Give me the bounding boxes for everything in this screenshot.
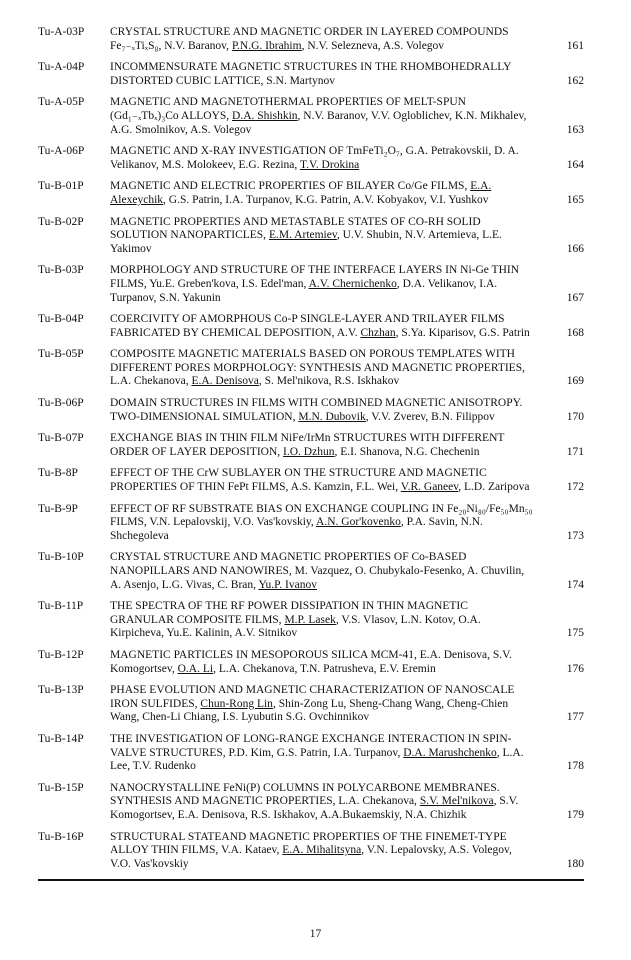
entry-text: STRUCTURAL STATEAND MAGNETIC PROPERTIES OF THE FINEMET-TYPE ALLOY THIN FILMS, V.A. Kataev, E.A. Mihalitsyna, V.N. Lepalovsky, A.S. Volegov, V.O. Vas'kovskiy <box>110 830 512 870</box>
entry-text: NANOCRYSTALLINE FeNi(P) COLUMNS IN POLYCARBONE MEMBRANES. SYNTHESIS AND MAGNETIC PROPERTIES, L.A. Chekanova, S.V. Mel'nikova, S.V. Komogortsev, E.A. Denisova, R.S. Iskhakov, A.A.Bukaemskiy, N.A. Chizhik <box>110 781 519 821</box>
entry-code: Tu-B-11P <box>38 600 84 613</box>
entry-text: MAGNETIC AND X-RAY INVESTIGATION OF TmFeTi₂O₇, G.A. Petrakovskii, D. A. Velikanov, M.S. Molokeev, E.G. Rezina, T.V. Drokina <box>110 145 519 171</box>
entry-page: 180 <box>566 857 584 870</box>
list-item <box>38 733 584 774</box>
entry-text: CRYSTAL STRUCTURE AND MAGNETIC ORDER IN LAYERED COMPOUNDS Fe₇₋ₓTiₓS₈, N.V. Baranov, P.N.G. Ibrahim, N.V. Selezneva, A.S. Volegov <box>110 26 509 52</box>
page-number: 17 <box>309 928 322 940</box>
entry-text: EFFECT OF RF SUBSTRATE BIAS ON EXCHANGE COUPLING IN Fe₂₀Ni₈₀/Fe₅₀Mn₅₀ FILMS, V.N. Lepalovskij, V.O. Vas'kovskiy, A.N. Gor'kovenko, P.A. Savin, N.N. Shchegoleva <box>110 502 533 542</box>
footer-rule <box>38 879 584 881</box>
entry-text: COERCIVITY OF AMORPHOUS Co-P SINGLE-LAYER AND TRILAYER FILMS FABRICATED BY CHEMICAL DEPOSITION, A.V. Chzhan, S.Ya. Kiparisov, G.S. Patrin <box>110 313 530 339</box>
list-item <box>38 467 584 494</box>
entry-code: Tu-B-07P <box>38 432 84 445</box>
entry-page: 165 <box>566 193 584 206</box>
entry-code: Tu-B-14P <box>38 732 84 745</box>
entry-page: 177 <box>566 711 584 724</box>
entry-code: Tu-B-15P <box>38 781 84 794</box>
list-item <box>38 96 584 137</box>
list-item <box>38 313 584 340</box>
list-item <box>38 26 584 53</box>
entry-page: 172 <box>566 481 584 494</box>
entry-code: Tu-B-04P <box>38 313 84 326</box>
entry-text: MAGNETIC PROPERTIES AND METASTABLE STATES OF CO-RH SOLID SOLUTION NANOPARTICLES, E.M. Artemiev, U.V. Shubin, N.V. Artemieva, L.E. Yakimov <box>110 215 502 255</box>
entry-page: 170 <box>566 410 584 423</box>
list-item <box>38 503 584 544</box>
entry-code: Tu-B-03P <box>38 264 84 277</box>
entry-code: Tu-B-9P <box>38 502 78 515</box>
entries-list <box>38 26 584 871</box>
entry-text: MAGNETIC AND ELECTRIC PROPERTIES OF BILAYER Co/Ge FILMS, E.A. Alexeychik, G.S. Patrin, I.A. Turpanov, K.G. Patrin, A.V. Kobyakov, V.I. Yushkov <box>110 180 492 206</box>
entry-page: 162 <box>566 74 584 87</box>
list-item <box>38 831 584 872</box>
entry-page: 175 <box>566 627 584 640</box>
list-item <box>38 397 584 424</box>
list-item <box>38 684 584 725</box>
entry-page: 174 <box>566 578 584 591</box>
list-item <box>38 145 584 172</box>
page-footer <box>0 924 631 942</box>
entry-page: 166 <box>566 242 584 255</box>
entry-text: MAGNETIC PARTICLES IN MESOPOROUS SILICA MCM-41, E.A. Denisova, S.V. Komogortsev, O.A. Li, L.A. Chekanova, T.N. Patrusheva, E.V. Eremin <box>110 648 512 675</box>
entry-code: Tu-B-12P <box>38 648 84 661</box>
entry-text: DOMAIN STRUCTURES IN FILMS WITH COMBINED MAGNETIC ANISOTROPY. TWO-DIMENSIONAL SIMULATION, M.N. Dubovik, V.V. Zverev, B.N. Filippov <box>110 397 523 423</box>
list-item <box>38 432 584 459</box>
entry-code: Tu-B-02P <box>38 215 84 228</box>
entry-text: EXCHANGE BIAS IN THIN FILM NiFe/IrMn STRUCTURES WITH DIFFERENT ORDER OF LAYER DEPOSITION, I.O. Dzhun, E.I. Shanova, N.G. Chechenin <box>110 432 505 458</box>
list-item <box>38 180 584 207</box>
entry-text: MORPHOLOGY AND STRUCTURE OF THE INTERFACE LAYERS IN Ni-Ge THIN FILMS, Yu.E. Greben'kova, I.S. Edel'man, A.V. Chernichenko, D.A. Velikanov, I.A. Turpanov, S.N. Yakunin <box>110 264 520 304</box>
entry-code: Tu-A-05P <box>38 96 85 109</box>
entry-code: Tu-B-8P <box>38 467 78 480</box>
entry-page: 164 <box>566 158 584 171</box>
entry-text: COMPOSITE MAGNETIC MATERIALS BASED ON POROUS TEMPLATES WITH DIFFERENT PORES MORPHOLOGY: SYNTHESIS AND MAGNETIC PROPERTIES, L.A. Chekanova, E.A. Denisova, S. Mel'nikova, R.S. Iskhakov <box>110 348 525 388</box>
entry-page: 179 <box>566 808 584 821</box>
entry-text: PHASE EVOLUTION AND MAGNETIC CHARACTERIZATION OF NANOSCALE IRON SULFIDES, Chun-Rong Lin, Shin-Zong Lu, Sheng-Chang Wang, Cheng-Chien Wang, Chen-Li Chiang, I.S. Lyubutin S.G. Ovchinnikov <box>110 684 515 724</box>
list-item <box>38 216 584 257</box>
entry-page: 178 <box>566 760 584 773</box>
entry-page: 161 <box>566 39 584 52</box>
entry-text: CRYSTAL STRUCTURE AND MAGNETIC PROPERTIES OF Co-BASED NANOPILLARS AND NANOWIRES, M. Vazquez, O. Chubykalo-Fesenko, A. Chuvilin, A. Asenjo, L.G. Vivas, C. Bran, Yu.P. Ivanov <box>110 551 525 591</box>
entry-page: 167 <box>566 291 584 304</box>
entry-code: Tu-B-05P <box>38 348 84 361</box>
entry-page: 173 <box>566 529 584 542</box>
list-item <box>38 61 584 88</box>
entry-page: 168 <box>566 326 584 339</box>
entry-page: 171 <box>566 445 584 458</box>
entry-code: Tu-A-03P <box>38 26 85 38</box>
entry-code: Tu-B-01P <box>38 180 84 193</box>
entry-page: 176 <box>566 662 584 675</box>
entry-code: Tu-B-16P <box>38 830 84 843</box>
entry-code: Tu-B-13P <box>38 684 84 697</box>
list-item <box>38 551 584 592</box>
entry-text: THE SPECTRA OF THE RF POWER DISSIPATION IN THIN MAGNETIC GRANULAR COMPOSITE FILMS, M.P. Lasek, V.S. Vlasov, L.N. Kotov, O.A. Kirpicheva, Yu.E. Kalinin, A.V. Sitnikov <box>110 600 481 640</box>
entry-code: Tu-A-04P <box>38 61 85 74</box>
list-item <box>38 782 584 823</box>
list-item <box>38 264 584 305</box>
entry-page: 163 <box>566 123 584 136</box>
list-item <box>38 649 584 676</box>
entry-code: Tu-B-06P <box>38 397 84 410</box>
entry-text: MAGNETIC AND MAGNETOTHERMAL PROPERTIES OF MELT-SPUN (Gd₁₋ₓTbₓ)₃Co ALLOYS, D.A. Shishkin, N.V. Baranov, V.V. Ogloblichev, K.N. Mikhalev, A.G. Smolnikov, A.S. Volegov <box>110 96 527 136</box>
list-item <box>38 600 584 641</box>
entry-text: EFFECT OF THE CrW SUBLAYER ON THE STRUCTURE AND MAGNETIC PROPERTIES OF THIN FePt FILMS, A.S. Kamzin, F.L. Wei, V.R. Ganeev, L.D. Zaripova <box>110 467 530 494</box>
entry-code: Tu-A-06P <box>38 145 85 158</box>
entry-text: THE INVESTIGATION OF LONG-RANGE EXCHANGE INTERACTION IN SPIN-VALVE STRUCTURES, P.D. Kim, G.S. Patrin, I.A. Turpanov, D.A. Marushchenko, L.A. Lee, T.V. Rudenko <box>110 732 524 773</box>
entry-text: INCOMMENSURATE MAGNETIC STRUCTURES IN THE RHOMBOHEDRALLY DISTORTED CUBIC LATTICE, S.N. Martynov <box>110 61 512 87</box>
entry-page: 169 <box>566 375 584 388</box>
list-item <box>38 348 584 389</box>
entry-code: Tu-B-10P <box>38 551 84 564</box>
